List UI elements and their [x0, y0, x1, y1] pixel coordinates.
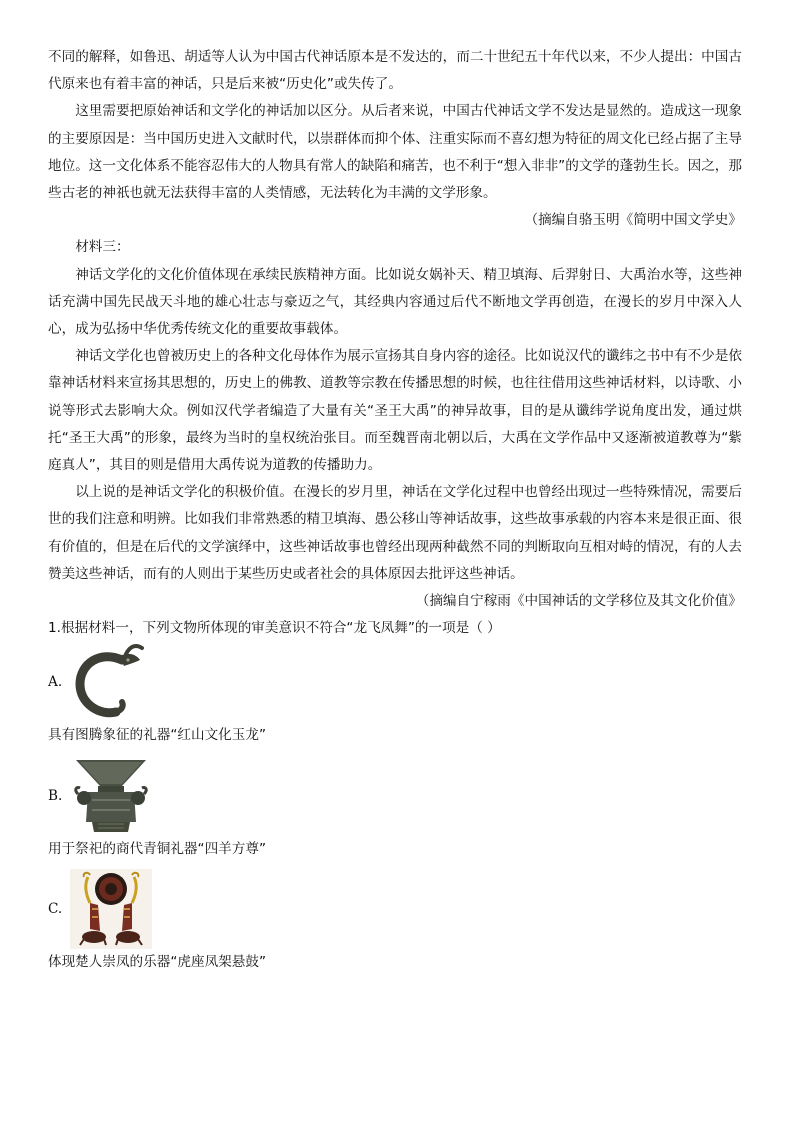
paragraph: 以上说的是神话文学化的积极价值。在漫长的岁月里，神话在文学化过程中也曾经出现过一些特殊情况，需要后世的我们注意和明辨。比如我们非常熟悉的精卫填海、愚公移山等神话故事，这些故事承载的内容本来是很正面、很有价值的，但是在后代的文学演绎中，这些神话故事也曾经出现两种截然不同的判断取向互相对峙的情况，有的人去赞美这些神话，而有的人则出于某些历史或者社会的具体原因去批评这些神话。: [48, 484, 742, 582]
option-a[interactable]: [48, 642, 742, 749]
material-label: 材料三：: [75, 239, 130, 256]
option-c[interactable]: [48, 869, 742, 976]
source-citation: （摘编自骆玉明《简明中国文学史》: [524, 212, 742, 229]
option-b[interactable]: [48, 756, 742, 863]
bronze-zun-image: [70, 756, 152, 836]
option-letter: B.: [48, 787, 63, 804]
option-letter: A.: [48, 674, 63, 691]
option-letter: C.: [48, 900, 63, 917]
question-stem: 1.根据材料一，下列文物所体现的审美意识不符合“龙飞凤舞”的一项是（ ）: [48, 620, 501, 637]
option-caption: 用于祭祀的商代青铜礼器“四羊方尊”: [48, 840, 266, 857]
source-citation: （摘编自宁稼雨《中国神话的文学移位及其文化价值》: [415, 593, 742, 610]
jade-dragon-image: [70, 642, 152, 722]
paragraph: 这里需要把原始神话和文学化的神话加以区分。从后者来说，中国古代神话文学不发达是显然的。造成这一现象的主要原因是：当中国历史进入文献时代，以崇群体而抑个体、注重实际而不喜幻想为特征的周文化已经占据了主导地位。这一文化体系不能容忍伟大的人物具有常人的缺陷和痛苦，也不利于“想入非非”的文学的蓬勃生长。因之，那些古老的神祇也就无法获得丰富的人类情感，无法转化为丰满的文学形象。: [48, 103, 742, 202]
option-caption: 体现楚人崇凤的乐器“虎座凤架悬鼓”: [48, 953, 266, 970]
option-row: [48, 642, 742, 722]
document-page: [48, 44, 742, 982]
paragraph: 神话文学化也曾被历史上的各种文化母体作为展示宣扬其自身内容的途径。比如说汉代的谶纬之书中有不少是依靠神话材料来宣扬其思想的，历史上的佛教、道教等宗教在传播思想的时候，也往往借用这些神话材料，以诗歌、小说等形式去影响大众。例如汉代学者编造了大量有关“圣王大禹”的神异故事，目的是从谶纬学说角度出发，通过烘托“圣王大禹”的形象，最终为当时的皇权统治张目。而至魏晋南北朝以后，大禹在文学作品中又逐渐被道教尊为“紫庭真人”，其目的则是借用大禹传说为道教的传播助力。: [48, 348, 742, 474]
paragraph: 神话文学化的文化价值体现在承续民族精神方面。比如说女娲补天、精卫填海、后羿射日、大禹治水等，这些神话充满中国先民战天斗地的雄心壮志与豪迈之气，其经典内容通过后代不断地文学再创造，在漫长的岁月中深入人心，成为弘扬中华优秀传统文化的重要故事载体。: [48, 266, 742, 338]
option-caption: 具有图腾象征的礼器“红山文化玉龙”: [48, 727, 266, 744]
paragraph: 不同的解释，如鲁迅、胡适等人认为中国古代神话原本是不发达的，而二十世纪五十年代以来，不少人提出：中国古代原来也有着丰富的神话，只是后来被“历史化”或失传了。: [48, 49, 742, 93]
phoenix-drum-image: [70, 869, 152, 949]
option-row: [48, 869, 742, 949]
option-row: [48, 756, 742, 836]
